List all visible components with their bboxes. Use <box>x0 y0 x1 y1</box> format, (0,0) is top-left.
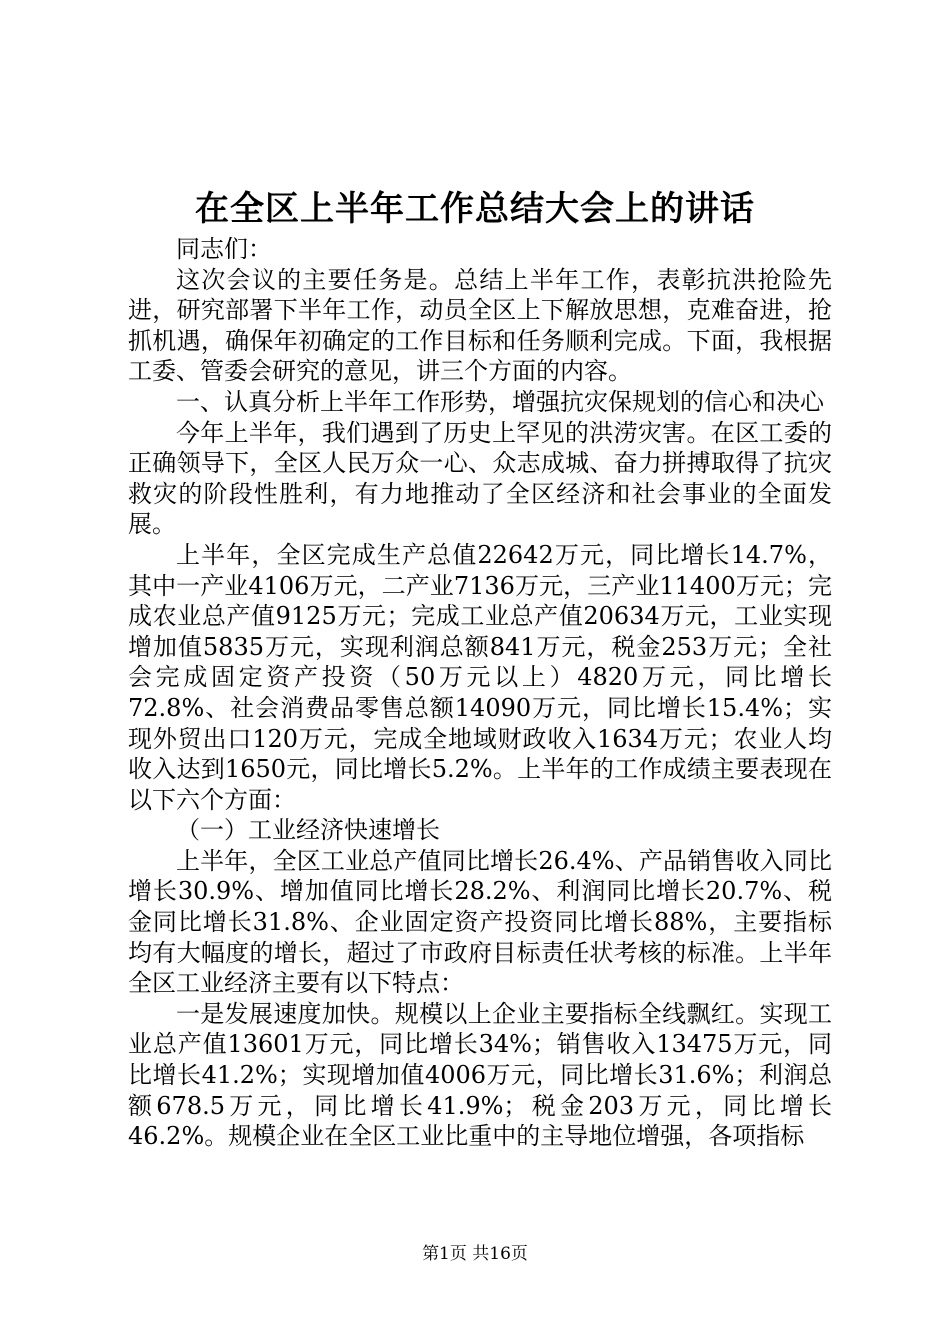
body-paragraph: 一是发展速度加快。规模以上企业主要指标全线飘红。实现工业总产值13601万元，同比增长34%；销售收入13475万元，同比增长41.2%；实现增加值4006万元，同比增长31.6%；利润总额678.5万元，同比增长41.9%；税金203万元，同比增长46.2%。规模企业在全区工业比重中的主导地位增强，各项指标 <box>128 999 832 1151</box>
body-paragraph: 上半年，全区完成生产总值22642万元，同比增长14.7%，其中一产业4106万元，二产业7136万元，三产业11400万元；完成农业总产值9125万元；完成工业总产值20634万元，工业实现增加值5835万元，实现利润总额841万元，税金253万元；全社会完成固定资产投资（50万元以上）4820万元，同比增长72.8%、社会消费品零售总额14090万元，同比增长15.4%；实现外贸出口120万元，完成全地域财政收入1634万元；农业人均收入达到1650元，同比增长5.2%。上半年的工作成绩主要表现在以下六个方面： <box>128 540 832 814</box>
body-paragraph: 上半年，全区工业总产值同比增长26.4%、产品销售收入同比增长30.9%、增加值同比增长28.2%、利润同比增长20.7%、税金同比增长31.8%、企业固定资产投资同比增长88%，主要指标均有大幅度的增长，超过了市政府目标责任状考核的标准。上半年全区工业经济主要有以下特点： <box>128 846 832 998</box>
document-title: 在全区上半年工作总结大会上的讲话 <box>195 189 755 229</box>
body-paragraph: 今年上半年，我们遇到了历史上罕见的洪涝灾害。在区工委的正确领导下，全区人民万众一心、众志成城、奋力拼搏取得了抗灾救灾的阶段性胜利，有力地推动了全区经济和社会事业的全面发展。 <box>128 418 832 539</box>
document-body <box>128 234 832 1152</box>
page-footer: 第1页 共16页 <box>422 1244 528 1264</box>
salutation-paragraph: 同志们： <box>176 235 272 263</box>
subsection-heading: （一）工业经济快速增长 <box>176 816 440 845</box>
section-heading: 一、认真分析上半年工作形势，增强抗灾保规划的信心和决心 <box>176 387 824 416</box>
body-paragraph: 这次会议的主要任务是。总结上半年工作，表彰抗洪抢险先进，研究部署下半年工作，动员全区上下解放思想，克难奋进，抢抓机遇，确保年初确定的工作目标和任务顺利完成。下面，我根据工委、管委会研究的意见，讲三个方面的内容。 <box>128 265 832 386</box>
